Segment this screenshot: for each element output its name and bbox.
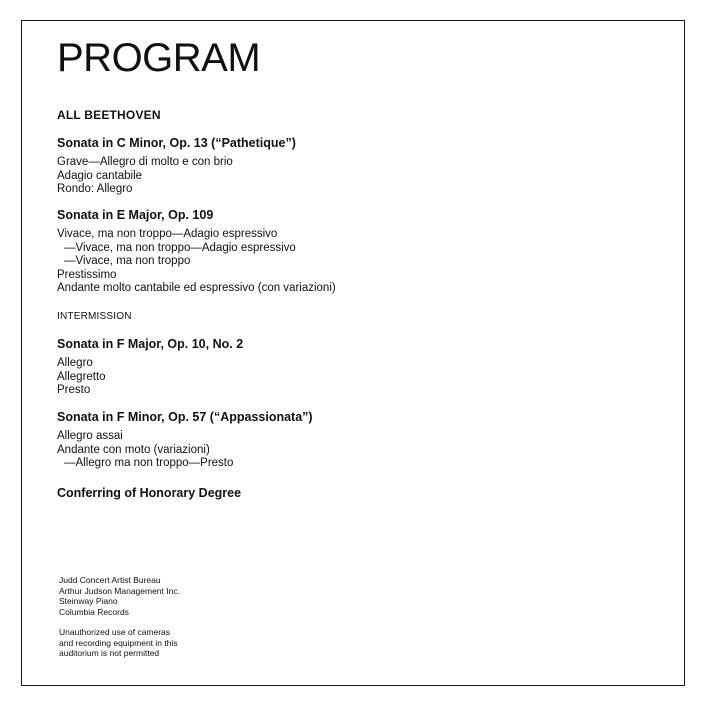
credit-line: Judd Concert Artist Bureau (59, 575, 161, 585)
notice-line: auditorium is not permitted (59, 648, 160, 658)
credits-list (59, 575, 180, 617)
program-subtitle: ALL BEETHOVEN (57, 108, 161, 122)
movement-item: Allegretto (57, 370, 106, 383)
piece-sonata-f-minor (57, 410, 313, 471)
movement-item: —Vivace, ma non troppo—Adagio espressivo (64, 241, 296, 254)
movement-item: Allegro (57, 357, 93, 369)
recording-notice (59, 627, 178, 659)
movement-item: Andante con moto (variazioni) (57, 443, 210, 456)
piece-sonata-e-major (57, 208, 336, 296)
movement-item: Vivace, ma non troppo—Adagio espressivo (57, 228, 278, 240)
credit-line: Arthur Judson Management Inc. (59, 585, 180, 596)
movement-item: Adagio cantabile (57, 169, 143, 182)
movement-list (57, 430, 313, 471)
intermission-label: INTERMISSION (57, 311, 132, 322)
piece-sonata-c-minor (57, 136, 296, 197)
piece-title: Sonata in E Major, Op. 109 (57, 208, 214, 222)
piece-sonata-f-major (57, 337, 243, 398)
credit-line: Columbia Records (59, 606, 129, 617)
notice-line: Unauthorized use of cameras (59, 627, 171, 637)
piece-title: Sonata in F Minor, Op. 57 (“Appassionata”) (57, 410, 313, 424)
notice-line: and recording equipment in this (59, 637, 178, 648)
piece-title: Sonata in F Major, Op. 10, No. 2 (57, 337, 244, 351)
credit-line: Steinway Piano (59, 596, 118, 606)
movement-item: Allegro assai (57, 430, 123, 442)
piece-title: Sonata in C Minor, Op. 13 (“Pathetique”) (57, 136, 296, 150)
movement-item: Rondo: Allegro (57, 183, 133, 196)
movement-item: Prestissimo (57, 268, 117, 281)
movement-list (57, 228, 336, 296)
movement-list (57, 357, 243, 398)
movement-item: —Vivace, ma non troppo (64, 255, 191, 268)
movement-list (57, 156, 296, 197)
page-title: PROGRAM (57, 36, 261, 80)
honorary-degree-heading: Conferring of Honorary Degree (57, 486, 242, 500)
movement-item: —Allegro ma non troppo—Presto (64, 457, 234, 470)
movement-item: Grave—Allegro di molto e con brio (57, 156, 233, 168)
movement-item: Presto (57, 384, 91, 397)
movement-item: Andante molto cantabile ed espressivo (con variazioni) (57, 282, 336, 295)
